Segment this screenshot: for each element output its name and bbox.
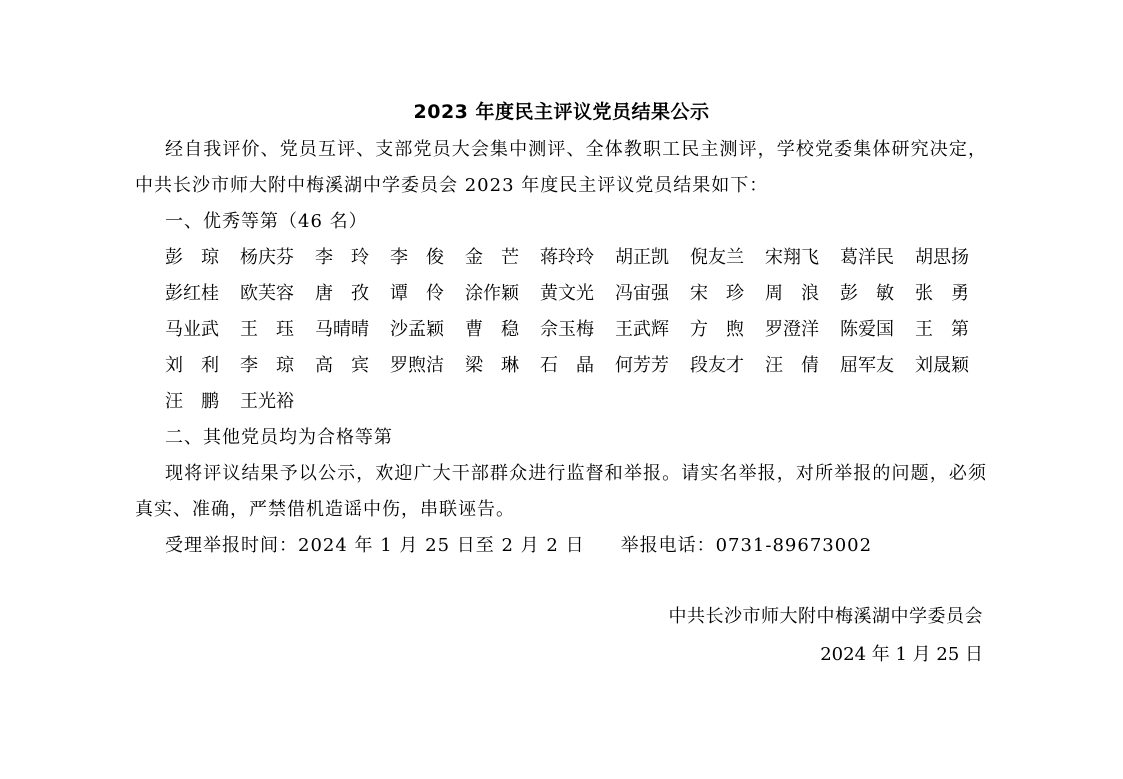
member-name: 段友才: [690, 355, 744, 376]
member-name: 葛洋民: [840, 247, 894, 268]
member-name: 李琼: [240, 355, 294, 376]
section-qualified-heading: 二、其他党员均为合格等第: [165, 427, 393, 448]
member-name: 杨庆芬: [240, 247, 294, 268]
member-name: 冯宙强: [615, 283, 669, 304]
member-name: 胡思扬: [915, 247, 969, 268]
member-name: 佘玉梅: [540, 319, 594, 340]
member-name: 李俊: [390, 247, 444, 268]
member-name: 王光裕: [240, 391, 294, 412]
excellent-members-list: [165, 240, 995, 420]
member-name: 谭伶: [390, 283, 444, 304]
member-name: 黄文光: [540, 283, 594, 304]
member-name: 汪鹏: [165, 391, 219, 412]
member-name: 何芳芳: [615, 355, 669, 376]
member-name: 王第: [915, 319, 969, 340]
member-name: 刘利: [165, 355, 219, 376]
report-time: 受理举报时间：2024 年 1 月 25 日至 2 月 2 日: [165, 535, 585, 556]
member-name: 欧芙容: [240, 283, 294, 304]
member-name: 蒋玲玲: [540, 247, 594, 268]
member-name: 石晶: [540, 355, 594, 376]
member-name: 罗澄洋: [765, 319, 819, 340]
member-name: 马晴晴: [315, 319, 369, 340]
intro-paragraph: 经自我评价、党员互评、支部党员大会集中测评、全体教职工民主测评，学校党委集体研究决定，中共长沙市师大附中梅溪湖中学委员会 2023 年度民主评议党员结果如下：: [135, 139, 987, 196]
notice-paragraph: 现将评议结果予以公示，欢迎广大干部群众进行监督和举报。请实名举报，对所举报的问题，必须真实、准确，严禁借机造谣中伤，串联诬告。: [135, 463, 987, 520]
member-name: 汪倩: [765, 355, 819, 376]
member-name: 涂作颖: [465, 283, 519, 304]
member-name: 马业武: [165, 319, 219, 340]
document-title: 2023 年度民主评议党员结果公示: [413, 101, 710, 123]
member-name: 高宾: [315, 355, 369, 376]
member-name: 罗煦洁: [390, 355, 444, 376]
member-name: 胡正凯: [615, 247, 669, 268]
member-name: 曹稳: [465, 319, 519, 340]
report-phone: 举报电话：0731-89673002: [620, 535, 873, 556]
member-name: 张勇: [915, 283, 969, 304]
member-name: 梁琳: [465, 355, 519, 376]
member-name: 刘晟颖: [915, 355, 969, 376]
member-name: 王珏: [240, 319, 294, 340]
member-name: 倪友兰: [690, 247, 744, 268]
report-info-line: [165, 528, 872, 564]
signature-date: 2024 年 1 月 25 日: [820, 644, 983, 665]
member-name: 陈爱国: [840, 319, 894, 340]
member-name: 方煦: [690, 319, 744, 340]
member-name: 唐孜: [315, 283, 369, 304]
member-name: 屈军友: [840, 355, 894, 376]
member-name: 彭琼: [165, 247, 219, 268]
member-name: 金芒: [465, 247, 519, 268]
member-name: 周浪: [765, 283, 819, 304]
section-excellent-heading: 一、优秀等第（46 名）: [165, 211, 368, 232]
member-name: 李玲: [315, 247, 369, 268]
member-name: 彭红桂: [165, 283, 219, 304]
member-name: 彭敏: [840, 283, 894, 304]
member-name: 王武辉: [615, 319, 669, 340]
member-name: 宋翔飞: [765, 247, 819, 268]
member-name: 宋珍: [690, 283, 744, 304]
member-name: 沙孟颖: [390, 319, 444, 340]
signature-organization: 中共长沙市师大附中梅溪湖中学委员会: [668, 606, 983, 627]
